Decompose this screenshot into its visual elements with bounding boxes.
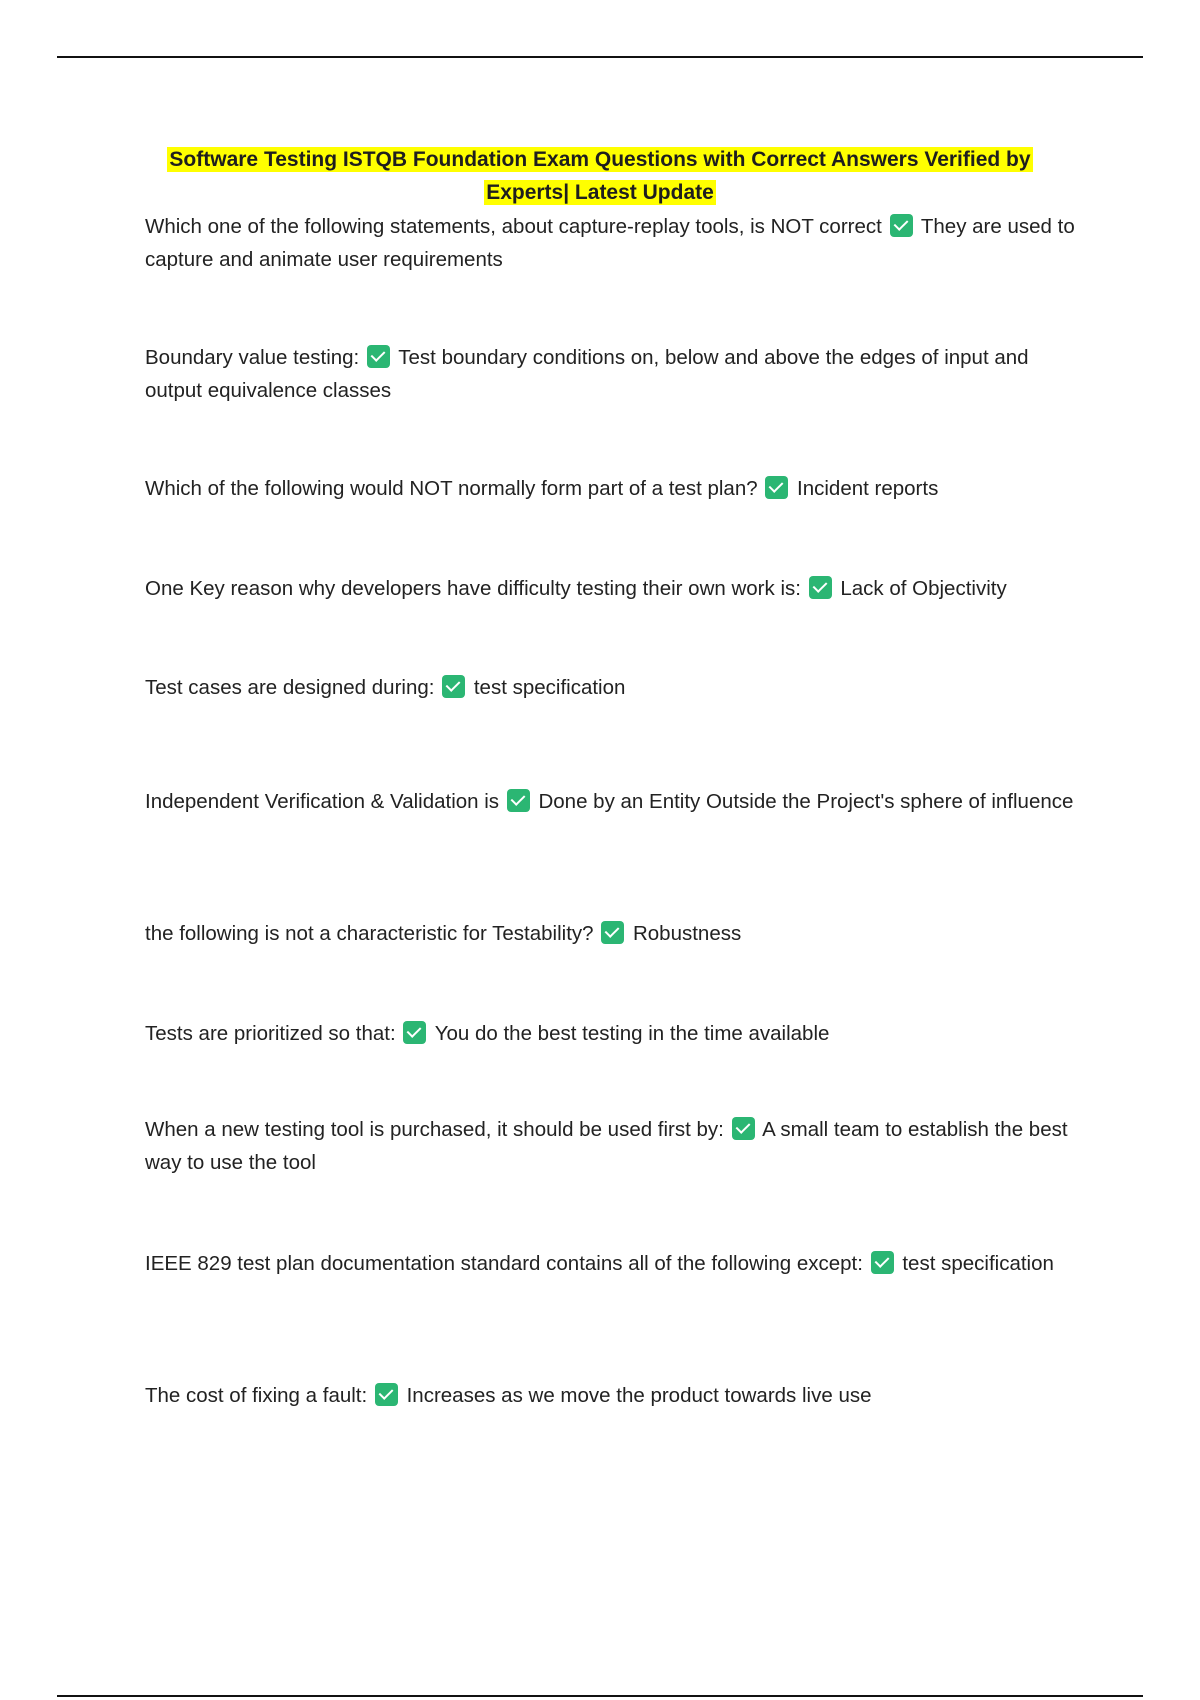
answer-text: A small team to establish the best way to use the tool (145, 1118, 1068, 1174)
answer-text: They are used to capture and animate user requirements (145, 215, 1075, 271)
question-text: The cost of fixing a fault: (145, 1384, 368, 1407)
question-text: Tests are prioritized so that: (145, 1022, 396, 1045)
qa-item-3 (145, 472, 1080, 505)
check-mark-icon (367, 345, 390, 368)
qa-item-10 (145, 1247, 1080, 1280)
check-mark-icon (442, 675, 465, 698)
answer-text: test specification (473, 676, 626, 699)
check-mark-icon (809, 576, 832, 599)
qa-item-1 (145, 210, 1080, 276)
question-text: When a new testing tool is purchased, it should be used first by: (145, 1118, 724, 1141)
check-mark-icon (375, 1383, 398, 1406)
check-mark-icon (890, 214, 913, 237)
answer-text: Lack of Objectivity (840, 577, 1007, 600)
answer-text: Test boundary conditions on, below and above the edges of input and output equivalence classes (145, 346, 1029, 402)
document-title (150, 143, 1050, 209)
check-mark-icon (507, 789, 530, 812)
qa-item-2 (145, 341, 1080, 407)
check-mark-icon (765, 476, 788, 499)
qa-item-8 (145, 1017, 1080, 1050)
qa-item-9 (145, 1113, 1080, 1179)
check-mark-icon (732, 1117, 755, 1140)
check-mark-icon (871, 1251, 894, 1274)
qa-item-11 (145, 1379, 1080, 1412)
answer-text: Robustness (632, 922, 742, 945)
title-line-2: Experts| Latest Update (486, 181, 714, 204)
question-text: Which of the following would NOT normally form part of a test plan? (145, 477, 758, 500)
question-text: One Key reason why developers have difficulty testing their own work is: (145, 577, 801, 600)
question-text: the following is not a characteristic for Testability? (145, 922, 594, 945)
question-text: Which one of the following statements, about capture-replay tools, is NOT correct (145, 215, 882, 238)
qa-item-5 (145, 671, 1080, 704)
question-text: Boundary value testing: (145, 346, 360, 369)
top-divider (57, 56, 1143, 58)
question-text: IEEE 829 test plan documentation standard contains all of the following except: (145, 1252, 863, 1275)
answer-text: Incident reports (797, 477, 939, 500)
answer-text: You do the best testing in the time available (434, 1022, 830, 1045)
answer-text: Increases as we move the product towards live use (406, 1384, 872, 1407)
check-mark-icon (403, 1021, 426, 1044)
qa-item-6 (145, 785, 1080, 818)
question-text: Independent Verification & Validation is (145, 790, 500, 813)
qa-item-7 (145, 917, 1080, 950)
title-line-1: Software Testing ISTQB Foundation Exam Questions with Correct Answers Verified by (169, 148, 1031, 171)
bottom-divider (57, 1695, 1143, 1697)
question-text: Test cases are designed during: (145, 676, 435, 699)
qa-item-4 (145, 572, 1080, 605)
answer-text: test specification (902, 1252, 1054, 1275)
check-mark-icon (601, 921, 624, 944)
answer-text: Done by an Entity Outside the Project's sphere of influence (538, 790, 1074, 813)
